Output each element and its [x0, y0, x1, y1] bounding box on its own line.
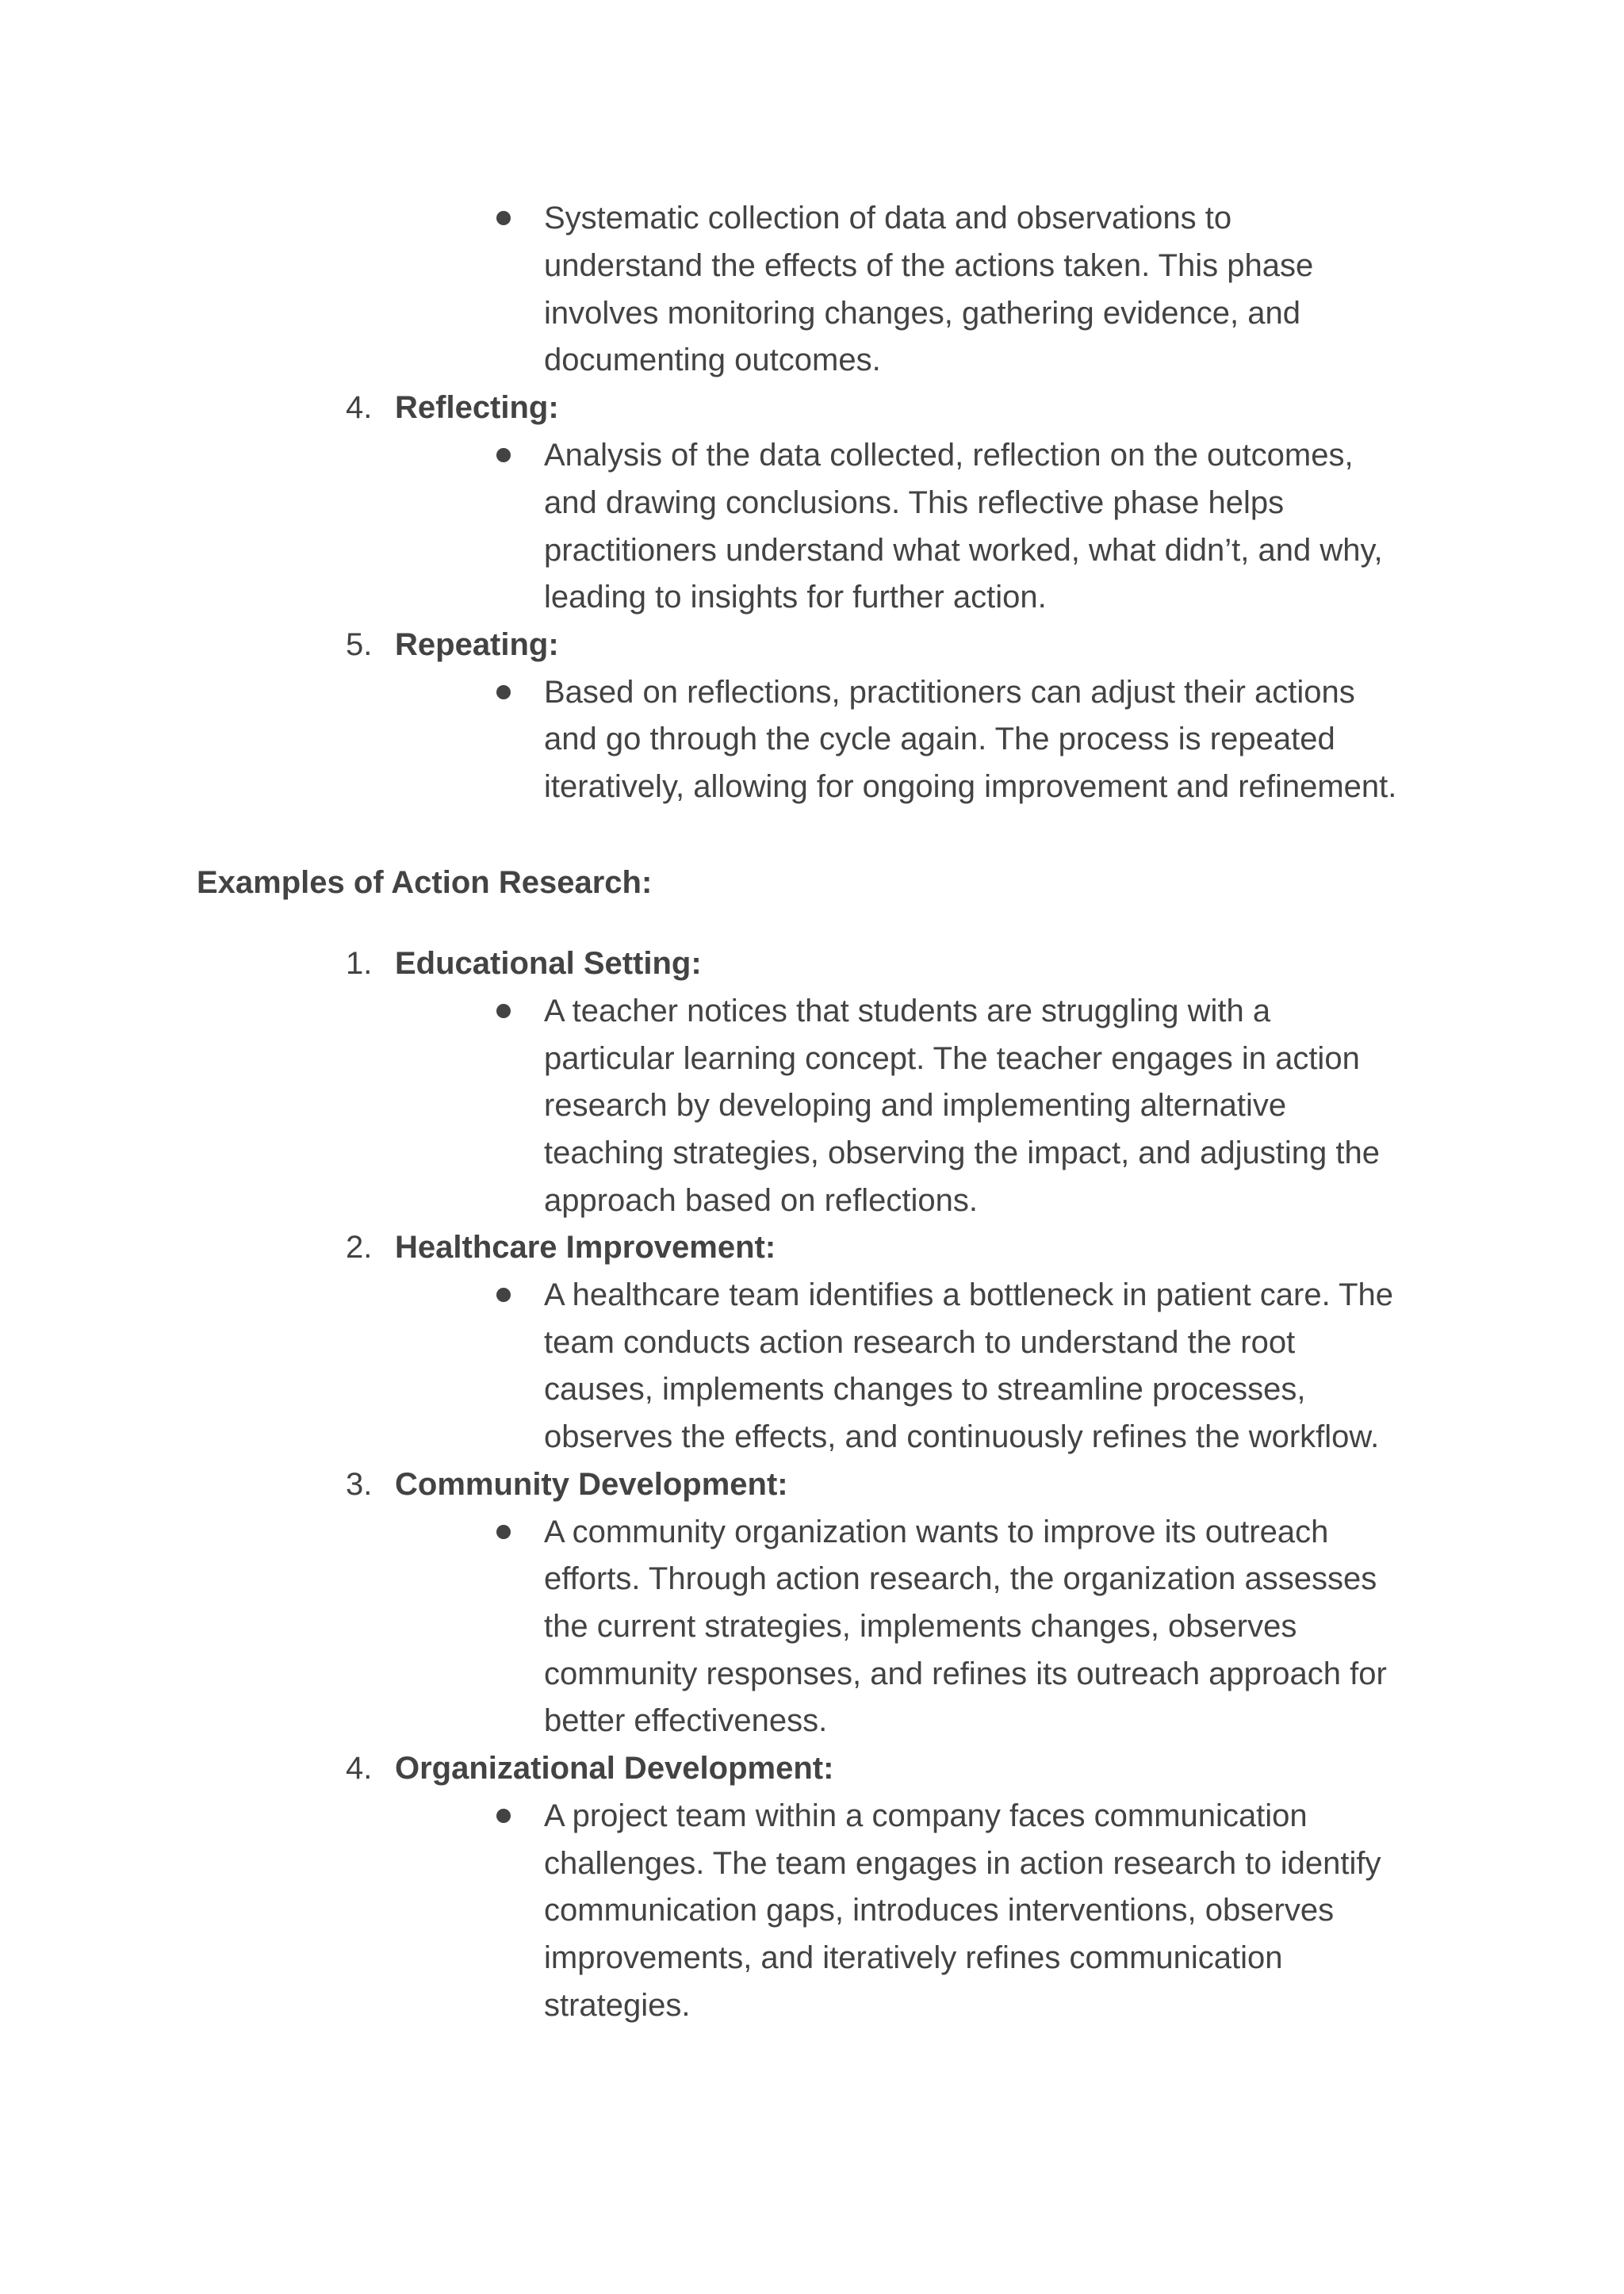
bullet-line: causes, implements changes to streamline processes,: [544, 1372, 1306, 1407]
bullet-line: observes the effects, and continuously refines the workflow.: [544, 1419, 1380, 1454]
bullet-line: community responses, and refines its outreach approach for: [544, 1656, 1387, 1691]
list-number: 3.: [346, 1467, 373, 1502]
bullet-line: A community organization wants to improve its outreach: [544, 1515, 1329, 1549]
list-number: 4.: [346, 390, 373, 425]
bullet-dot-icon: [496, 1288, 511, 1302]
bullet-line: and drawing conclusions. This reflective phase helps: [544, 485, 1285, 520]
bullet-line: understand the effects of the actions taken. This phase: [544, 248, 1314, 283]
list-item-title: Healthcare Improvement:: [395, 1230, 776, 1265]
bullet-line: communication gaps, introduces interventions, observes: [544, 1893, 1335, 1928]
bullet-line: A healthcare team identifies a bottleneck in patient care. The: [544, 1277, 1394, 1312]
bullet-line: A project team within a company faces communication: [544, 1798, 1308, 1833]
list-number: 2.: [346, 1230, 373, 1265]
bullet-dot-icon: [496, 448, 511, 462]
bullet-dot-icon: [496, 1809, 511, 1823]
bullet-dot-icon: [496, 211, 511, 225]
bullet-line: the current strategies, implements changes, observes: [544, 1609, 1297, 1644]
bullet-line: involves monitoring changes, gathering evidence, and: [544, 296, 1300, 331]
bullet-line: Based on reflections, practitioners can adjust their actions: [544, 675, 1355, 710]
list-item-title: Organizational Development:: [395, 1751, 834, 1786]
bullet-line: strategies.: [544, 1988, 691, 2023]
list-item-title: Repeating:: [395, 627, 559, 662]
bullet-line: improvements, and iteratively refines communication: [544, 1940, 1283, 1975]
bullet-line: Systematic collection of data and observations to: [544, 201, 1232, 236]
list-number: 4.: [346, 1751, 373, 1786]
list-number: 5.: [346, 627, 373, 662]
list-item-title: Reflecting:: [395, 390, 559, 425]
bullet-line: challenges. The team engages in action research to identify: [544, 1846, 1381, 1881]
list-item-title: Educational Setting:: [395, 946, 702, 981]
bullet-line: teaching strategies, observing the impact, and adjusting the: [544, 1136, 1380, 1170]
bullet-line: documenting outcomes.: [544, 343, 881, 377]
bullet-dot-icon: [496, 1004, 511, 1018]
bullet-line: efforts. Through action research, the organization assesses: [544, 1561, 1377, 1596]
bullet-line: particular learning concept. The teacher engages in action: [544, 1041, 1360, 1076]
bullet-line: practitioners understand what worked, what didn’t, and why,: [544, 533, 1383, 568]
bullet-line: leading to insights for further action.: [544, 580, 1047, 615]
list-item-title: Community Development:: [395, 1467, 788, 1502]
bullet-line: team conducts action research to understand the root: [544, 1325, 1296, 1360]
bullet-line: iteratively, allowing for ongoing improvement and refinement.: [544, 769, 1397, 804]
list-number: 1.: [346, 946, 373, 981]
section-heading: Examples of Action Research:: [197, 865, 653, 900]
bullet-line: approach based on reflections.: [544, 1183, 979, 1218]
bullet-line: better effectiveness.: [544, 1703, 828, 1738]
bullet-line: research by developing and implementing alternative: [544, 1088, 1287, 1123]
bullet-line: A teacher notices that students are struggling with a: [544, 994, 1271, 1028]
bullet-dot-icon: [496, 685, 511, 699]
bullet-dot-icon: [496, 1525, 511, 1539]
bullet-line: and go through the cycle again. The process is repeated: [544, 722, 1335, 756]
bullet-line: Analysis of the data collected, reflection on the outcomes,: [544, 438, 1354, 473]
